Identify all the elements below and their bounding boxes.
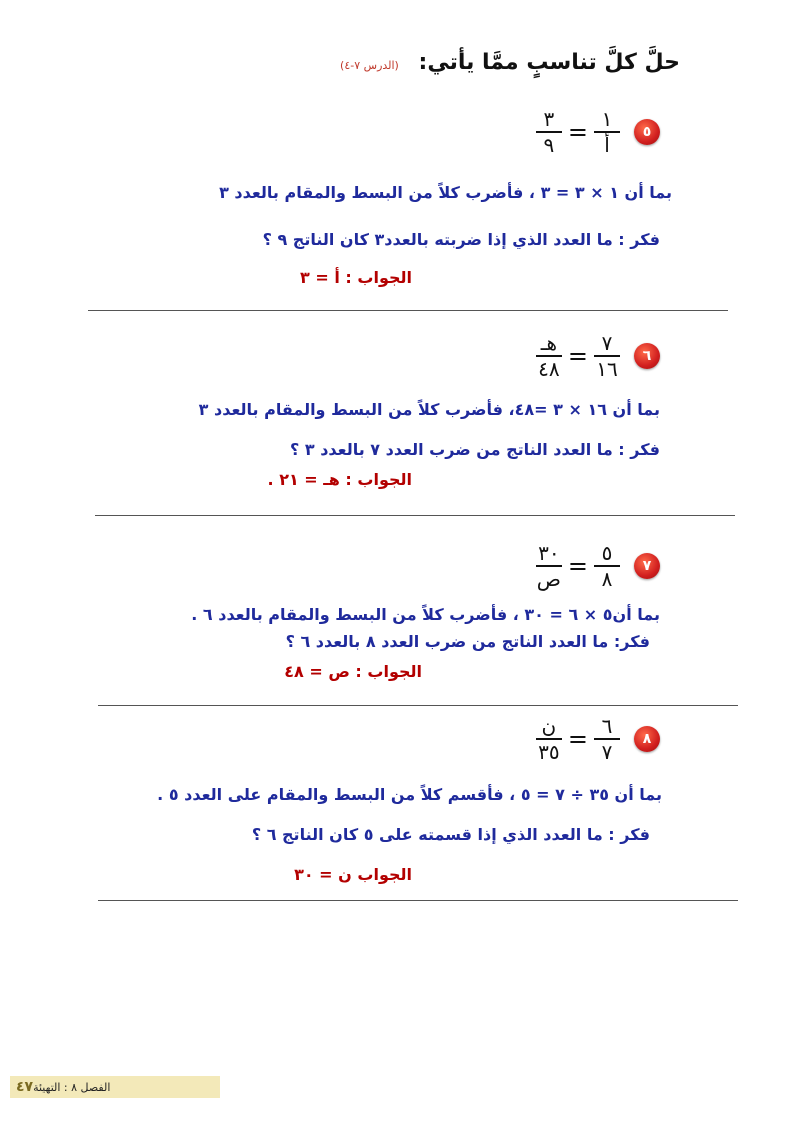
problem-7: ٧ $\frac{٥}{٨}$ = $\frac{٣٠}{\text{ص}}$	[536, 542, 660, 590]
explanation-line: بما أن ١ × ٣ = ٣ ، فأضرب كلاً من البسط والمقام بالعدد ٣	[219, 183, 672, 202]
explanation-line: بما أن٥ × ٦ = ٣٠ ، فأضرب كلاً من البسط والمقام بالعدد ٦ .	[191, 605, 660, 624]
explanation-line: بما أن ١٦ × ٣ =٤٨، فأضرب كلاً من البسط والمقام بالعدد ٣	[198, 400, 660, 419]
problem-5: ٥ $\frac{١}{\text{أ}}$ = $\frac{٣}{٩}$	[536, 108, 660, 156]
divider	[98, 900, 738, 901]
denominator: ١٦	[596, 357, 618, 381]
numerator: ١	[601, 107, 613, 131]
divider	[88, 310, 728, 311]
hint-line: فكر : ما العدد الناتج من ضرب العدد ٧ بالعدد ٣ ؟	[290, 440, 660, 459]
problem-number-badge: ٨	[634, 726, 660, 752]
numerator: ن	[541, 714, 557, 738]
fraction-lhs	[536, 108, 562, 156]
denominator: ٩	[543, 133, 555, 157]
numerator: ٥	[601, 541, 613, 565]
exercise-heading	[340, 50, 680, 75]
fraction-rhs	[594, 332, 620, 380]
numerator: ٣	[543, 107, 555, 131]
fraction-rhs	[594, 715, 620, 763]
hint-line: فكر : ما العدد الذي إذا ضربته بالعدد٣ كان الناتج ٩ ؟	[262, 230, 660, 249]
page-number: ٤٧	[16, 1079, 34, 1095]
denominator: ٨	[601, 567, 613, 591]
answer-line: الجواب : أ = ٣	[300, 268, 412, 287]
answer-line: الجواب ن = ٣٠	[294, 865, 412, 884]
problem-6: ٦ $\frac{٧}{١٦}$ = $\frac{\text{هـ}}{٤٨}$	[536, 332, 660, 380]
numerator: ٧	[601, 331, 613, 355]
numerator: ٦	[601, 714, 613, 738]
numerator: ٣٠	[538, 541, 560, 565]
heading-text: حلَّ كلَّ تناسبٍ ممَّا يأتي:	[418, 50, 680, 75]
hint-line: فكر : ما العدد الذي إذا قسمته على ٥ كان الناتج ٦ ؟	[251, 825, 650, 844]
answer-line: الجواب : هـ = ٢١ .	[267, 470, 412, 489]
numerator: هـ	[540, 331, 558, 355]
answer-line: الجواب : ص = ٤٨	[284, 662, 422, 681]
problem-8: ٨ $\frac{٦}{٧}$ = $\frac{\text{ن}}{٣٥}$	[536, 715, 660, 763]
denominator: ٧	[601, 740, 613, 764]
fraction-lhs	[536, 715, 562, 763]
page-footer	[10, 1076, 220, 1098]
divider	[95, 515, 735, 516]
fraction-lhs	[536, 332, 562, 380]
chapter-label: الفصل ٨ : التهيئة	[33, 1080, 111, 1094]
lesson-reference: (الدرس ٧-٤)	[340, 59, 399, 72]
hint-line: فكر: ما العدد الناتج من ضرب العدد ٨ بالعدد ٦ ؟	[285, 632, 650, 651]
denominator: ٤٨	[538, 357, 560, 381]
fraction-lhs	[536, 542, 562, 590]
problem-number-badge: ٦	[634, 343, 660, 369]
denominator: ص	[536, 567, 561, 591]
denominator: ٣٥	[538, 740, 560, 764]
divider	[98, 705, 738, 706]
fraction-rhs	[594, 108, 620, 156]
fraction-rhs	[594, 542, 620, 590]
problem-number-badge: ٥	[634, 119, 660, 145]
explanation-line: بما أن ٣٥ ÷ ٧ = ٥ ، فأقسم كلاً من البسط والمقام على العدد ٥ .	[157, 785, 662, 804]
problem-number-badge: ٧	[634, 553, 660, 579]
denominator: أ	[604, 133, 610, 157]
